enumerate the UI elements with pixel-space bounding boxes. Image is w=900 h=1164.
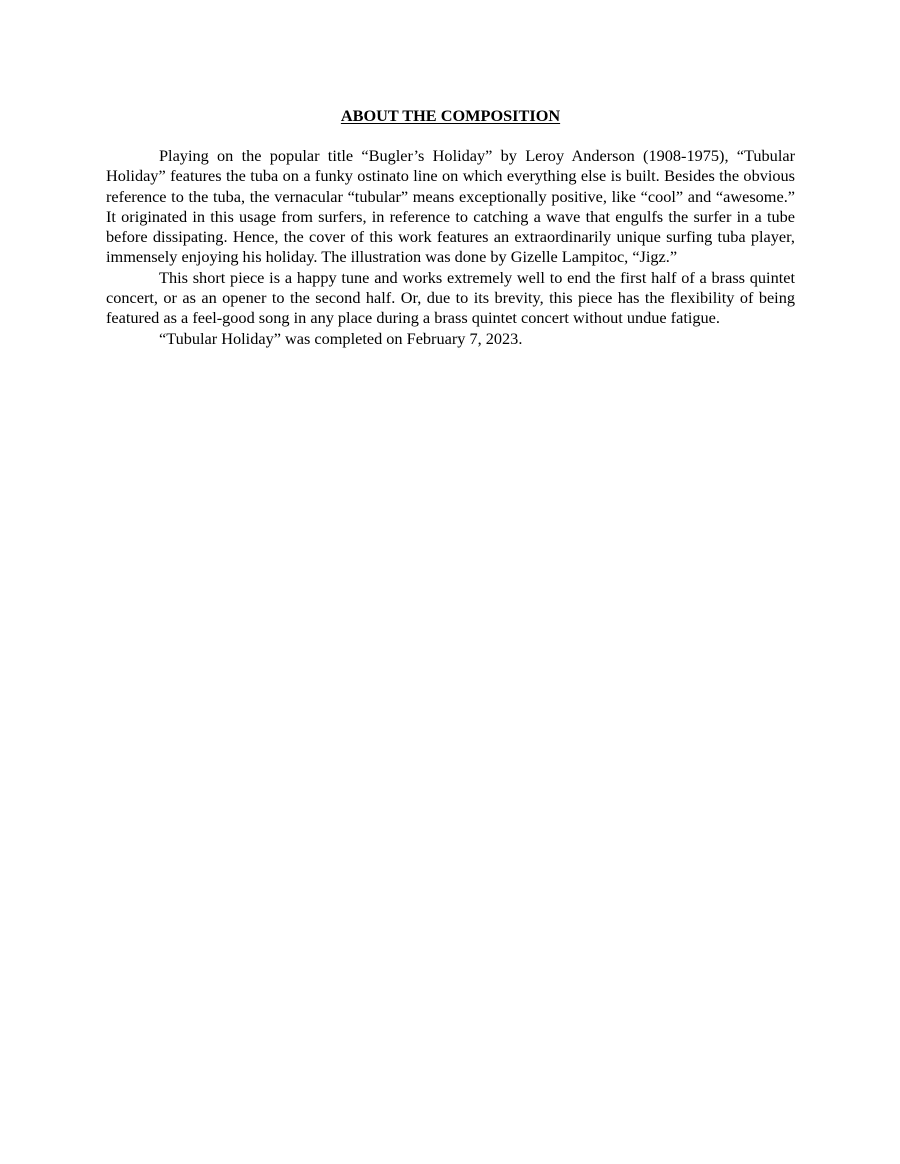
paragraph-performance-use: This short piece is a happy tune and works extremely well to end the first half of a brass quintet concert, or as an opener to the second half. Or, due to its brevity, this piece has the flexibility of being featured as a feel-good song in any place during a brass quintet concert without undue fatigue. xyxy=(106,267,795,328)
document-body xyxy=(106,106,795,349)
section-heading: ABOUT THE COMPOSITION xyxy=(340,106,561,125)
paragraph-composition-background: Playing on the popular title “Bugler’s Holiday” by Leroy Anderson (1908-1975), “Tubular Holiday” features the tuba on a funky ostinato line on which everything else is built. Besides the obvious reference to the tuba, the vernacular “tubular” means exceptionally positive, like “cool” and “awesome.” It originated in this usage from surfers, in reference to catching a wave that engulfs the surfer in a tube before dissipating. Hence, the cover of this work features an extraordinarily unique surfing tuba player, immensely enjoying his holiday. The illustration was done by Gizelle Lampitoc, “Jigz.” xyxy=(106,146,795,267)
paragraph-completion-date: “Tubular Holiday” was completed on February 7, 2023. xyxy=(159,328,523,348)
